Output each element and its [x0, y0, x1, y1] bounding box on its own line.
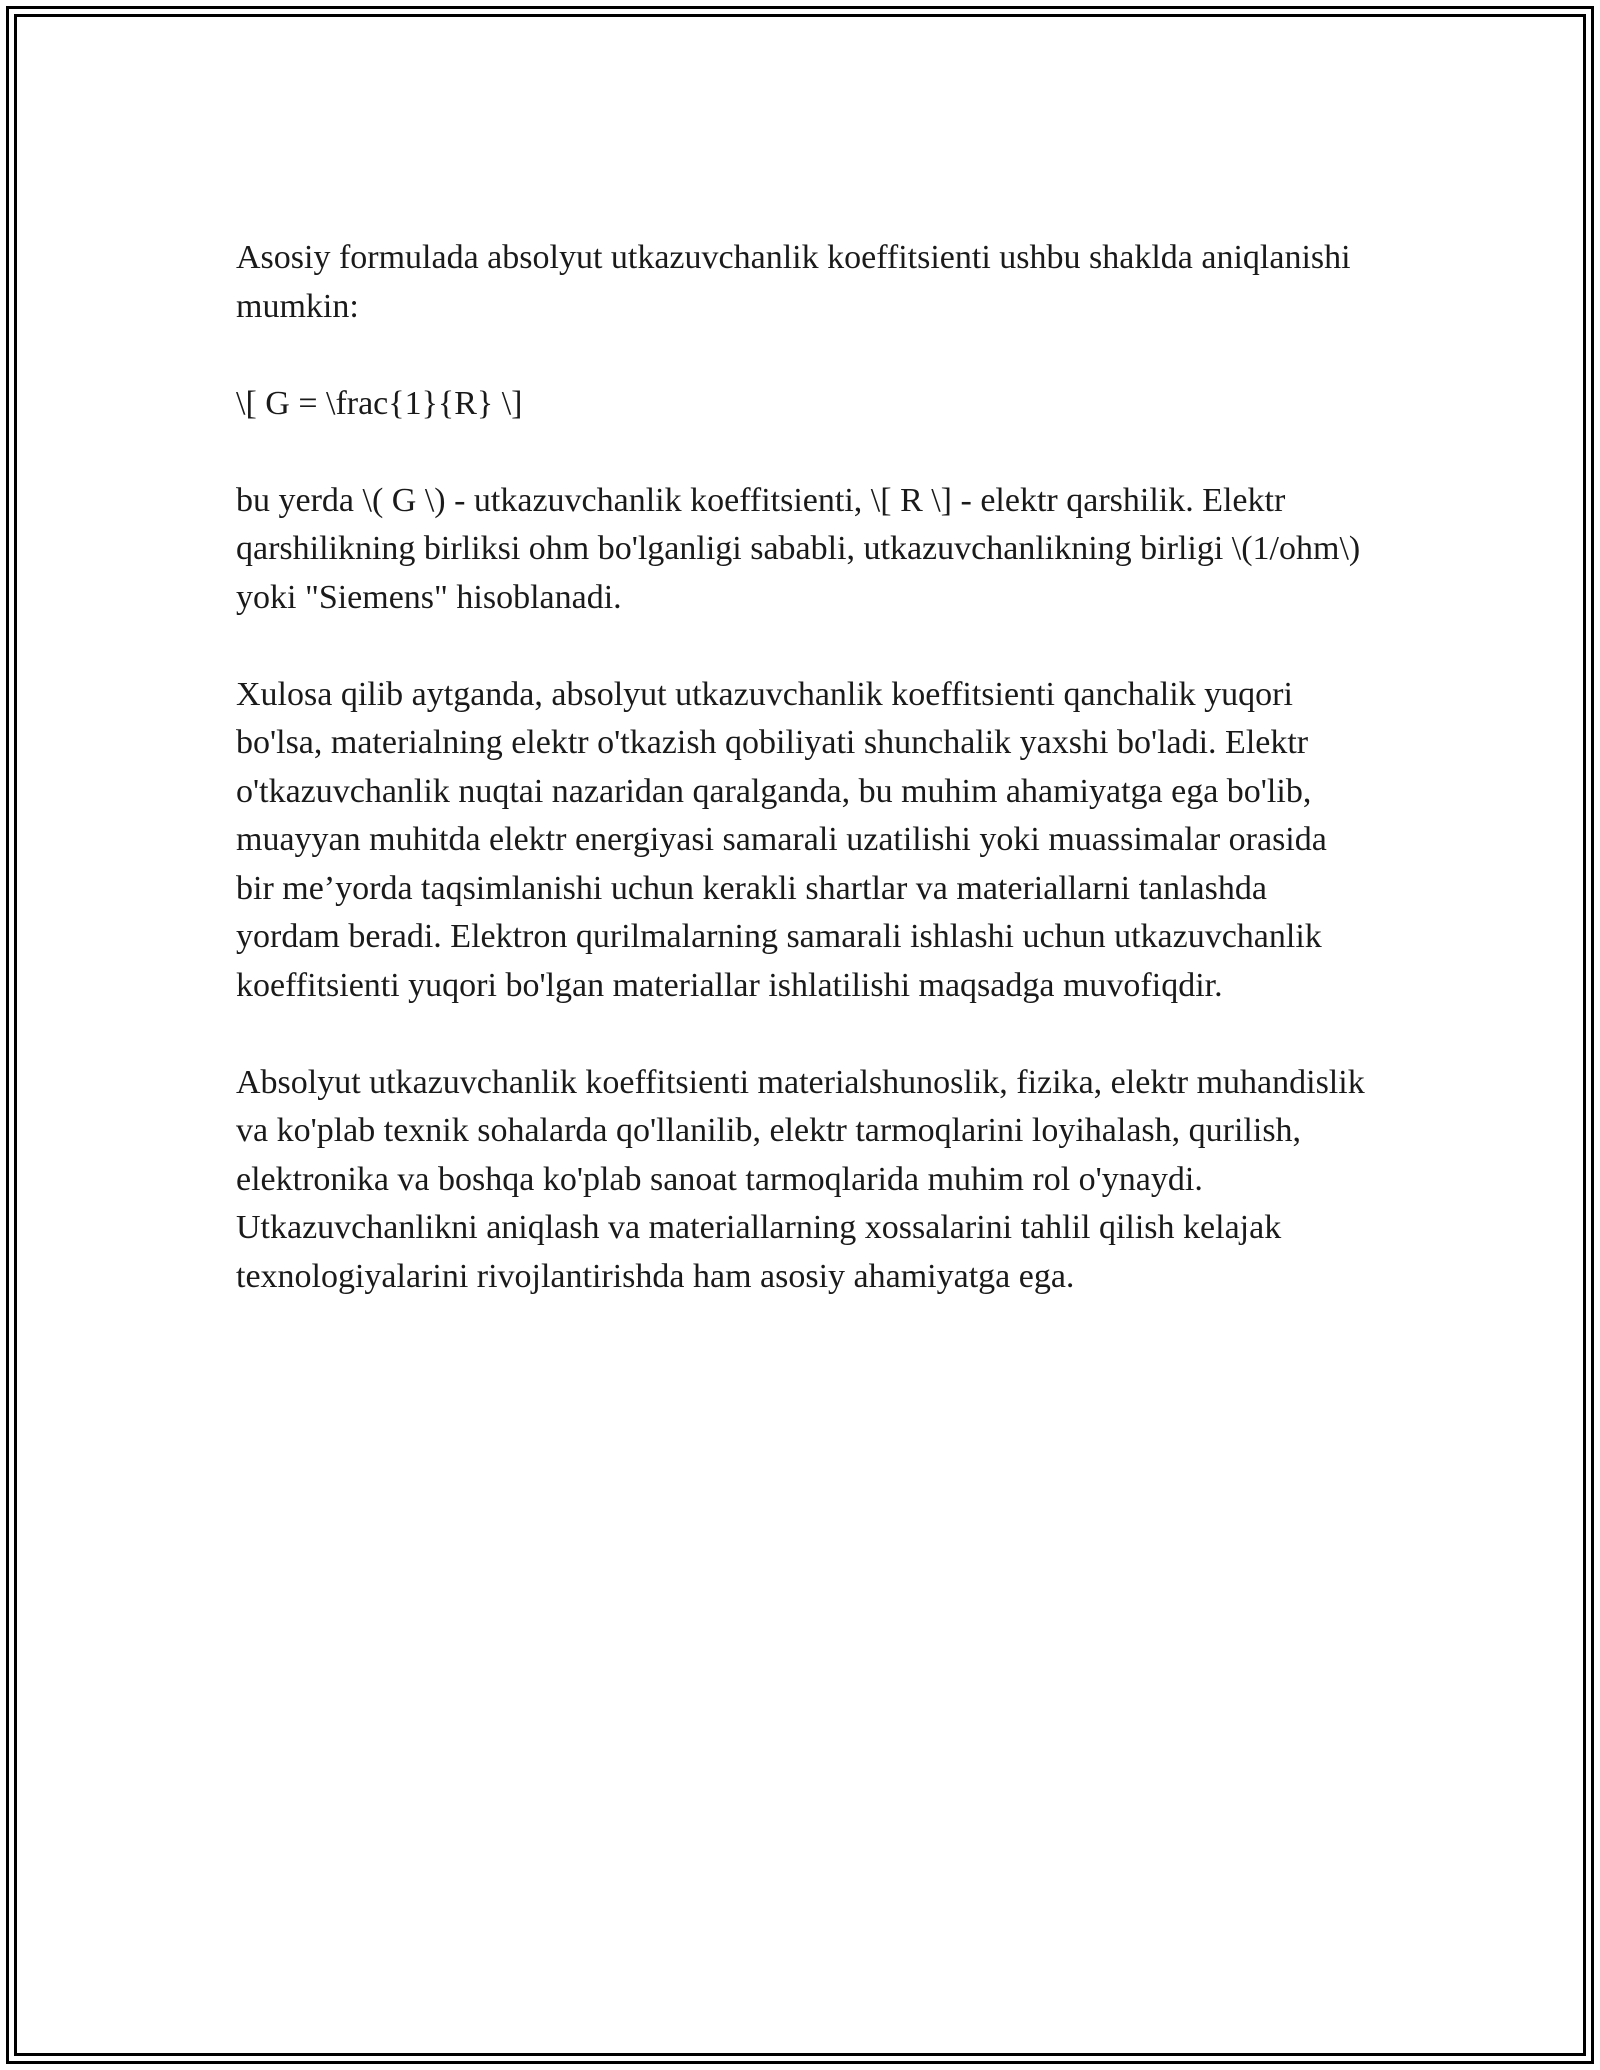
- paragraph-conclusion: Xulosa qilib aytganda, absolyut utkazuvchanlik koeffitsienti qanchalik yuqori bo'lsa, materialning elektr o'tkazish qobiliyati shunchalik yaxshi bo'ladi. Elektr o'tkazuvchanlik nuqtai nazaridan qaralganda, bu muhim ahamiyatga ega bo'lib, muayyan muhitda elektr energiyasi samarali uzatilishi yoki muassimalar orasida bir me’yorda taqsimlanishi uchun kerakli shartlar va materiallarni tanlashda yordam beradi. Elektron qurilmalarning samarali ishlashi uchun utkazuvchanlik koeffitsienti yuqori bo'lgan materiallar ishlatilishi maqsadga muvofiqdir.: [236, 675, 1327, 1004]
- paragraph-formula-intro: Asosiy formulada absolyut utkazuvchanlik koeffitsienti ushbu shaklda aniqlanishi mumkin:: [236, 239, 1351, 325]
- paragraph-formula: \[ G = \frac{1}{R} \]: [236, 384, 523, 422]
- paragraph-definition: bu yerda \( G \) - utkazuvchanlik koeffitsienti, \[ R \] - elektr qarshilik. Elektr qarshilikning birliksi ohm bo'lganligi sababli, utkazuvchanlikning birligi \(1/ohm\) yoki "Siemens" hisoblanadi.: [236, 481, 1361, 616]
- paragraph-applications: Absolyut utkazuvchanlik koeffitsienti materialshunoslik, fizika, elektr muhandislik va ko'plab texnik sohalarda qo'llanilib, elektr tarmoqlarini loyihalash, qurilish, elektronika va boshqa ko'plab sanoat tarmoqlarida muhim rol o'ynaydi. Utkazuvchanlikni aniqlash va materiallarning xossalarini tahlil qilish kelajak texnologiyalarini rivojlantirishda ham asosiy ahamiyatga ega.: [236, 1063, 1365, 1295]
- document-body: [236, 234, 1366, 1350]
